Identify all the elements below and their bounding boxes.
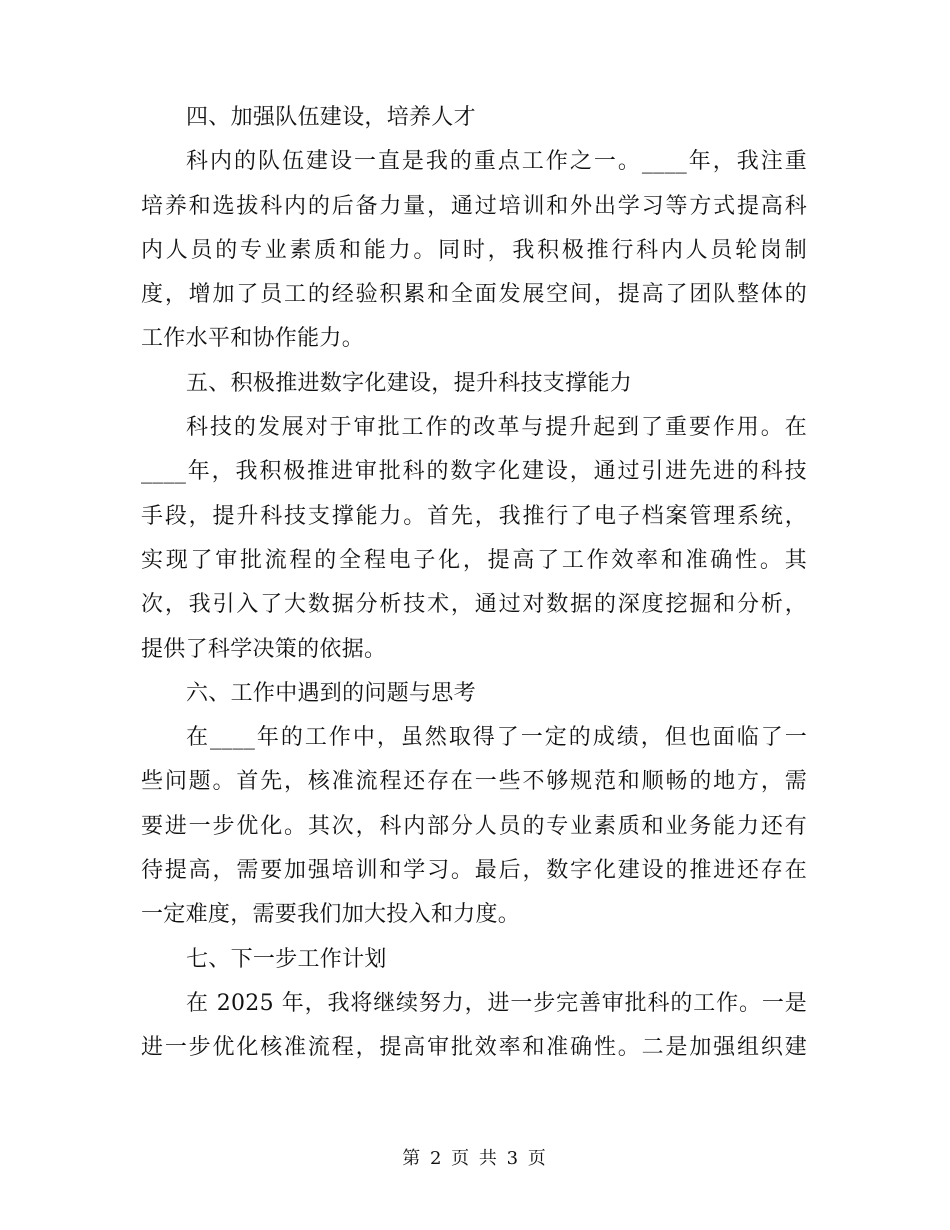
paragraph-line: 在 2025 年，我将继续努力，进一步完善审批科的工作。一是 — [186, 990, 807, 1016]
paragraph-line: ____年，我积极推进审批科的数字化建设，通过引进先进的科技 — [141, 459, 807, 485]
paragraph-line: 次，我引入了大数据分析技术，通过对数据的深度挖掘和分析， — [141, 592, 807, 618]
paragraph-line: 培养和选拔科内的后备力量，通过培训和外出学习等方式提高科 — [141, 193, 807, 219]
section-heading: 六、工作中遇到的问题与思考 — [186, 680, 476, 706]
paragraph-line: 度，增加了员工的经验积累和全面发展空间，提高了团队整体的 — [141, 282, 807, 308]
paragraph-line: 些问题。首先，核准流程还存在一些不够规范和顺畅的地方，需 — [141, 769, 807, 795]
page-footer: 第 2 页 共 3 页 — [402, 1148, 548, 1169]
paragraph-line: 工作水平和协作能力。 — [141, 326, 365, 352]
paragraph-line: 待提高，需要加强培训和学习。最后，数字化建设的推进还存在 — [141, 858, 807, 884]
section-heading: 五、积极推进数字化建设，提升科技支撑能力 — [186, 370, 633, 396]
document-page — [141, 96, 807, 1071]
section-heading: 七、下一步工作计划 — [186, 946, 387, 972]
paragraph-line: 提供了科学决策的依据。 — [141, 636, 387, 662]
paragraph-line: 实现了审批流程的全程电子化，提高了工作效率和准确性。其 — [141, 547, 807, 573]
paragraph-line: 科技的发展对于审批工作的改革与提升起到了重要作用。在 — [186, 415, 807, 441]
paragraph-line: 进一步优化核准流程，提高审批效率和准确性。二是加强组织建 — [141, 1035, 807, 1061]
section-heading: 四、加强队伍建设，培养人才 — [186, 105, 476, 130]
paragraph-line: 科内的队伍建设一直是我的重点工作之一。____年，我注重 — [186, 149, 807, 175]
paragraph-line: 手段，提升科技支撑能力。首先，我推行了电子档案管理系统， — [141, 503, 807, 529]
paragraph-line: 在____年的工作中，虽然取得了一定的成绩，但也面临了一 — [186, 725, 807, 751]
paragraph-line: 内人员的专业素质和能力。同时，我积极推行科内人员轮岗制 — [141, 237, 807, 263]
paragraph-line: 一定难度，需要我们加大投入和力度。 — [141, 902, 521, 928]
paragraph-line: 要进一步优化。其次，科内部分人员的专业素质和业务能力还有 — [141, 813, 807, 839]
